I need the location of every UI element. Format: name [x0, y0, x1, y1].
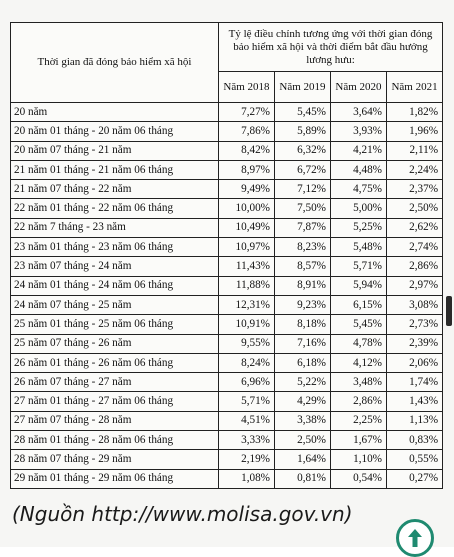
period-cell: 27 năm 01 tháng - 27 năm 06 tháng	[11, 392, 219, 411]
period-cell: 21 năm 01 tháng - 21 năm 06 tháng	[11, 160, 219, 179]
rate-cell: 2,86%	[387, 257, 443, 276]
rate-cell: 0,81%	[275, 469, 331, 488]
rate-cell: 2,86%	[331, 392, 387, 411]
rate-cell: 5,00%	[331, 199, 387, 218]
table-row	[11, 122, 443, 141]
rate-cell: 12,31%	[219, 295, 275, 314]
rate-cell: 3,38%	[275, 411, 331, 430]
rate-cell: 0,27%	[387, 469, 443, 488]
period-cell: 20 năm 07 tháng - 21 năm	[11, 141, 219, 160]
adjustment-rate-group-header: Tỷ lệ điều chỉnh tương ứng với thời gian đóng bảo hiểm xã hội và thời điểm bắt đầu hưởng lương hưu:	[219, 23, 443, 72]
rate-cell: 2,97%	[387, 276, 443, 295]
rate-cell: 5,89%	[275, 122, 331, 141]
table-row	[11, 334, 443, 353]
table-body	[11, 103, 443, 489]
table-row	[11, 141, 443, 160]
period-cell: 27 năm 07 tháng - 28 năm	[11, 411, 219, 430]
rate-cell: 5,45%	[331, 315, 387, 334]
table-row	[11, 315, 443, 334]
period-cell: 20 năm 01 tháng - 20 năm 06 tháng	[11, 122, 219, 141]
table-row	[11, 469, 443, 488]
year-column-header: Năm 2021	[387, 72, 443, 103]
rate-cell: 4,12%	[331, 353, 387, 372]
period-cell: 26 năm 01 tháng - 26 năm 06 tháng	[11, 353, 219, 372]
rate-cell: 8,42%	[219, 141, 275, 160]
period-cell: 26 năm 07 tháng - 27 năm	[11, 373, 219, 392]
rate-cell: 1,64%	[275, 450, 331, 469]
rate-cell: 2,74%	[387, 238, 443, 257]
rate-cell: 9,49%	[219, 180, 275, 199]
rate-cell: 5,48%	[331, 238, 387, 257]
period-cell: 20 năm	[11, 103, 219, 122]
rate-cell: 2,24%	[387, 160, 443, 179]
rate-cell: 2,25%	[331, 411, 387, 430]
rate-cell: 4,21%	[331, 141, 387, 160]
rate-cell: 7,87%	[275, 218, 331, 237]
rate-cell: 6,15%	[331, 295, 387, 314]
period-cell: 23 năm 07 tháng - 24 năm	[11, 257, 219, 276]
table-row	[11, 238, 443, 257]
rate-cell: 6,72%	[275, 160, 331, 179]
rate-cell: 4,78%	[331, 334, 387, 353]
table-header-row	[11, 23, 443, 72]
rate-cell: 10,97%	[219, 238, 275, 257]
rate-cell: 0,55%	[387, 450, 443, 469]
rate-cell: 8,24%	[219, 353, 275, 372]
rate-cell: 3,93%	[331, 122, 387, 141]
period-cell: 28 năm 07 tháng - 29 năm	[11, 450, 219, 469]
rate-cell: 1,10%	[331, 450, 387, 469]
rate-cell: 8,57%	[275, 257, 331, 276]
period-column-header: Thời gian đã đóng bảo hiểm xã hội	[11, 23, 219, 103]
rate-cell: 8,97%	[219, 160, 275, 179]
rate-cell: 4,48%	[331, 160, 387, 179]
rate-cell: 5,71%	[331, 257, 387, 276]
rate-cell: 5,94%	[331, 276, 387, 295]
rate-cell: 9,55%	[219, 334, 275, 353]
rate-cell: 1,08%	[219, 469, 275, 488]
period-cell: 29 năm 01 tháng - 29 năm 06 tháng	[11, 469, 219, 488]
rate-cell: 7,86%	[219, 122, 275, 141]
table-row	[11, 160, 443, 179]
period-cell: 25 năm 01 tháng - 25 năm 06 tháng	[11, 315, 219, 334]
rate-cell: 4,75%	[331, 180, 387, 199]
rate-cell: 1,82%	[387, 103, 443, 122]
year-column-header: Năm 2018	[219, 72, 275, 103]
rate-cell: 2,39%	[387, 334, 443, 353]
rate-cell: 2,50%	[387, 199, 443, 218]
table-row	[11, 218, 443, 237]
year-column-header: Năm 2019	[275, 72, 331, 103]
rate-cell: 4,51%	[219, 411, 275, 430]
rate-cell: 10,00%	[219, 199, 275, 218]
rate-cell: 0,54%	[331, 469, 387, 488]
rate-cell: 2,62%	[387, 218, 443, 237]
rate-cell: 7,12%	[275, 180, 331, 199]
period-cell: 24 năm 01 tháng - 24 năm 06 tháng	[11, 276, 219, 295]
table-row	[11, 450, 443, 469]
rate-cell: 1,13%	[387, 411, 443, 430]
rate-cell: 8,91%	[275, 276, 331, 295]
rate-cell: 1,67%	[331, 431, 387, 450]
rate-cell: 3,33%	[219, 431, 275, 450]
rate-cell: 7,16%	[275, 334, 331, 353]
scrollbar-thumb[interactable]	[446, 296, 452, 326]
rate-cell: 4,29%	[275, 392, 331, 411]
rate-cell: 6,18%	[275, 353, 331, 372]
rate-cell: 2,06%	[387, 353, 443, 372]
rate-cell: 5,71%	[219, 392, 275, 411]
rate-cell: 6,32%	[275, 141, 331, 160]
period-cell: 23 năm 01 tháng - 23 năm 06 tháng	[11, 238, 219, 257]
period-cell: 25 năm 07 tháng - 26 năm	[11, 334, 219, 353]
arrow-up-circle-icon	[406, 527, 424, 549]
year-column-header: Năm 2020	[331, 72, 387, 103]
table-row	[11, 276, 443, 295]
rate-cell: 5,22%	[275, 373, 331, 392]
table-row	[11, 431, 443, 450]
rate-cell: 10,49%	[219, 218, 275, 237]
rate-cell: 1,96%	[387, 122, 443, 141]
rate-cell: 3,48%	[331, 373, 387, 392]
table-row	[11, 373, 443, 392]
rate-cell: 6,96%	[219, 373, 275, 392]
rate-cell: 9,23%	[275, 295, 331, 314]
rate-cell: 5,45%	[275, 103, 331, 122]
rate-cell: 2,50%	[275, 431, 331, 450]
rate-cell: 1,43%	[387, 392, 443, 411]
rate-cell: 8,23%	[275, 238, 331, 257]
table-row	[11, 199, 443, 218]
rate-cell: 8,18%	[275, 315, 331, 334]
rate-cell: 7,27%	[219, 103, 275, 122]
rate-cell: 2,11%	[387, 141, 443, 160]
rate-cell: 3,64%	[331, 103, 387, 122]
period-cell: 22 năm 01 tháng - 22 năm 06 tháng	[11, 199, 219, 218]
rate-cell: 2,19%	[219, 450, 275, 469]
rate-cell: 11,43%	[219, 257, 275, 276]
table-row	[11, 411, 443, 430]
table-row	[11, 295, 443, 314]
table-row	[11, 257, 443, 276]
table-row	[11, 103, 443, 122]
rate-cell: 5,25%	[331, 218, 387, 237]
period-cell: 28 năm 01 tháng - 28 năm 06 tháng	[11, 431, 219, 450]
rate-cell: 7,50%	[275, 199, 331, 218]
rate-cell: 0,83%	[387, 431, 443, 450]
rate-cell: 1,74%	[387, 373, 443, 392]
rate-cell: 11,88%	[219, 276, 275, 295]
table-row	[11, 392, 443, 411]
period-cell: 22 năm 7 tháng - 23 năm	[11, 218, 219, 237]
source-caption: (Nguồn http://www.molisa.gov.vn)	[12, 502, 353, 526]
table-row	[11, 353, 443, 372]
period-cell: 21 năm 07 tháng - 22 năm	[11, 180, 219, 199]
rate-cell: 3,08%	[387, 295, 443, 314]
table-row	[11, 180, 443, 199]
rate-cell: 2,73%	[387, 315, 443, 334]
rate-cell: 10,91%	[219, 315, 275, 334]
scroll-to-top-button[interactable]	[396, 519, 434, 557]
pension-adjustment-table	[10, 22, 443, 489]
rate-cell: 2,37%	[387, 180, 443, 199]
period-cell: 24 năm 07 tháng - 25 năm	[11, 295, 219, 314]
